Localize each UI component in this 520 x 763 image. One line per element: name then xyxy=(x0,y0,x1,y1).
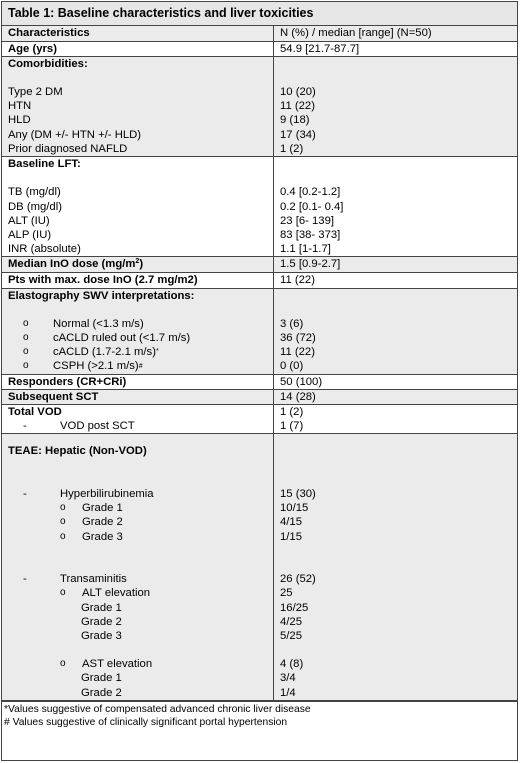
list-value: 0.4 [0.2-1.2] xyxy=(280,186,341,199)
list-value: 36 (72) xyxy=(280,332,316,345)
list-item: o CSPH (>2.1 m/s) # xyxy=(23,360,143,373)
list-item: Type 2 DM xyxy=(8,86,63,99)
dash-icon: - xyxy=(23,420,27,433)
list-value: 10 (20) xyxy=(280,86,316,99)
table-row xyxy=(2,257,517,273)
elastography-row xyxy=(2,288,517,374)
responders-value: 50 (100) xyxy=(274,374,518,389)
age-label: Age (yrs) xyxy=(2,41,274,56)
list-value: 1/15 xyxy=(280,530,302,543)
list-item: Grade 2 xyxy=(81,686,122,699)
elasto-item-label: cACLD ruled out (<1.7 m/s) xyxy=(53,332,191,345)
header-characteristics: Characteristics xyxy=(2,26,274,41)
table-frame xyxy=(1,1,518,761)
list-value: 3/4 xyxy=(280,672,296,685)
table-row xyxy=(2,273,517,288)
list-item xyxy=(8,487,273,501)
list-item: DB (mg/dl) xyxy=(8,200,62,213)
bullet-icon: o xyxy=(23,346,29,358)
list-item: Grade 1 xyxy=(81,672,122,685)
dash-icon: - xyxy=(23,573,27,586)
lft-cell xyxy=(2,157,274,257)
list-value: 16/25 xyxy=(280,601,309,614)
elastography-label: Elastography SWV interpretations: xyxy=(8,289,195,302)
list-item xyxy=(8,331,273,345)
characteristics-table xyxy=(2,26,517,701)
dash-icon: - xyxy=(23,488,27,500)
list-item xyxy=(8,586,273,600)
list-value: 5/25 xyxy=(280,629,302,642)
alt-label: ALT elevation xyxy=(82,587,151,600)
teae-cell xyxy=(2,434,274,700)
table-row xyxy=(2,389,517,404)
list-item: Prior diagnosed NAFLD xyxy=(8,142,128,155)
vod-row xyxy=(2,405,517,434)
header-value: N (%) / median [range] (N=50) xyxy=(274,26,518,41)
comorbidities-cell xyxy=(2,56,274,156)
list-item xyxy=(8,317,273,331)
list-item xyxy=(8,501,273,515)
list-item: Grade 3 xyxy=(81,629,122,642)
hyper-label: Hyperbilirubinemia xyxy=(60,488,154,500)
list-item: Grade 2 xyxy=(81,615,122,628)
bullet-icon: o xyxy=(60,516,66,528)
vod-sub-value: 1 (7) xyxy=(280,420,304,433)
vod-sub-label: VOD post SCT xyxy=(60,420,135,433)
list-item: TB (mg/dl) xyxy=(8,186,61,199)
table-row xyxy=(2,41,517,56)
vod-value: 1 (2) xyxy=(280,406,304,419)
responders-label: Responders (CR+CRi) xyxy=(2,374,274,389)
list-item xyxy=(8,419,273,433)
header-row xyxy=(2,26,517,41)
ino-dose-label-end: ) xyxy=(139,258,144,271)
list-value: 4 (8) xyxy=(280,658,304,671)
list-item: HTN xyxy=(8,100,32,113)
bullet-icon: o xyxy=(60,502,66,514)
elastography-cell xyxy=(2,288,274,374)
comorbidities-row xyxy=(2,56,517,156)
vod-values xyxy=(274,405,518,434)
list-value: 17 (34) xyxy=(280,128,316,141)
footnote: # Values suggestive of clinically significant portal hypertension xyxy=(4,717,288,729)
ino-dose-value: 1.5 [0.9-2.7] xyxy=(274,257,518,273)
list-value: 11 (22) xyxy=(280,100,315,113)
list-value: 1.1 [1-1.7] xyxy=(280,243,331,256)
bullet-icon: o xyxy=(23,332,29,344)
teae-values xyxy=(274,434,518,700)
footnote: *Values suggestive of compensated advanced chronic liver disease xyxy=(4,703,311,715)
trans-label: Transaminitis xyxy=(60,573,127,586)
list-value: 1 (2) xyxy=(280,142,304,155)
list-item xyxy=(8,515,273,529)
list-item: HLD xyxy=(8,114,31,127)
elasto-item-label: cACLD (1.7-2.1 m/s) xyxy=(53,346,156,359)
ino-dose-label xyxy=(2,257,274,273)
sct-value: 14 (28) xyxy=(274,389,518,404)
ino-dose-label-text: Median InO dose (mg/m xyxy=(8,258,136,271)
list-value: 15 (30) xyxy=(280,488,316,500)
lft-label: Baseline LFT: xyxy=(8,158,81,171)
grade-label: Grade 2 xyxy=(82,516,123,529)
list-value: 0 (0) xyxy=(280,360,304,373)
grade-label: Grade 3 xyxy=(82,530,123,543)
teae-label: TEAE: Hepatic (Non-VOD) xyxy=(8,445,147,458)
teae-row xyxy=(2,434,517,700)
comorbidities-label: Comorbidities: xyxy=(8,57,88,70)
list-value: 83 [38- 373] xyxy=(280,228,341,241)
lft-values xyxy=(274,157,518,257)
list-item xyxy=(8,530,273,544)
list-item: ALP (IU) xyxy=(8,228,52,241)
list-value: 4/15 xyxy=(280,516,302,529)
list-item: o cACLD (1.7-2.1 m/s) * xyxy=(23,346,159,359)
footnotes xyxy=(2,701,517,730)
table-title: Table 1: Baseline characteristics and liver toxicities xyxy=(2,2,517,26)
bullet-icon: o xyxy=(23,360,29,372)
max-dose-value: 11 (22) xyxy=(274,273,518,288)
bullet-icon: o xyxy=(23,317,29,329)
comorbidities-values xyxy=(274,56,518,156)
elasto-item-label: Normal (<1.3 m/s) xyxy=(53,317,144,330)
list-item xyxy=(8,572,273,586)
list-value: 23 [6- 139] xyxy=(280,214,335,227)
list-item xyxy=(8,657,273,671)
list-item: Any (DM +/- HTN +/- HLD) xyxy=(8,128,142,141)
bullet-icon: o xyxy=(60,587,66,599)
list-value: 4/25 xyxy=(280,615,302,628)
elasto-item-label: CSPH (>2.1 m/s) xyxy=(53,360,139,373)
age-value: 54.9 [21.7-87.7] xyxy=(274,41,518,56)
sct-label: Subsequent SCT xyxy=(2,389,274,404)
lft-row xyxy=(2,157,517,257)
list-value: 10/15 xyxy=(280,502,309,515)
list-value: 25 xyxy=(280,587,293,600)
list-item: INR (absolute) xyxy=(8,243,81,256)
list-item: Grade 1 xyxy=(81,601,122,614)
list-value: 0.2 [0.1- 0.4] xyxy=(280,200,344,213)
list-value: 9 (18) xyxy=(280,114,310,127)
ast-label: AST elevation xyxy=(82,658,153,671)
bullet-icon: o xyxy=(60,530,66,542)
bullet-icon: o xyxy=(60,658,66,670)
elastography-values xyxy=(274,288,518,374)
table-row xyxy=(2,374,517,389)
list-value: 1/4 xyxy=(280,686,296,699)
list-value: 11 (22) xyxy=(280,346,315,359)
grade-label: Grade 1 xyxy=(82,502,123,515)
list-value: 3 (6) xyxy=(280,317,304,330)
vod-label: Total VOD xyxy=(8,406,62,419)
vod-cell xyxy=(2,405,274,434)
list-item: ALT (IU) xyxy=(8,214,50,227)
ino-dose-sup: 2 xyxy=(135,258,140,266)
max-dose-label: Pts with max. dose InO (2.7 mg/m2) xyxy=(2,273,274,288)
list-value: 26 (52) xyxy=(280,573,316,586)
